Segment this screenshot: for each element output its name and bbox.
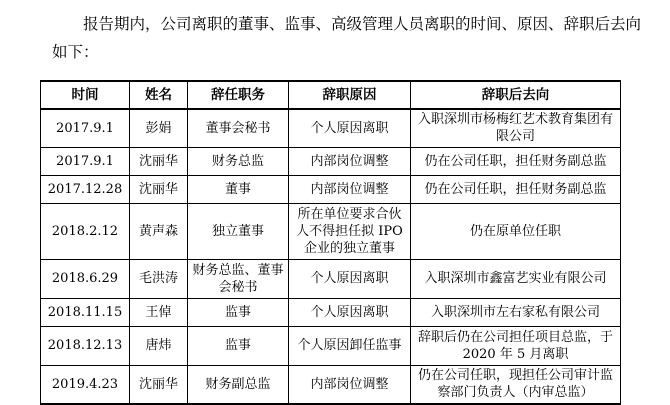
cell-destination: 仍在公司任职，担任财务副总监 bbox=[411, 175, 621, 203]
header-position: 辞任职务 bbox=[188, 81, 289, 109]
resignation-table bbox=[40, 80, 621, 405]
cell-date: 2018.2.12 bbox=[41, 203, 130, 259]
cell-reason: 个人原因离职 bbox=[289, 259, 411, 298]
intro-paragraph: 报告期内，公司离职的董事、监事、高级管理人员离职的时间、原因、辞职后去向如下： bbox=[52, 15, 642, 61]
cell-position: 财务副总监 bbox=[188, 365, 289, 404]
cell-position: 董事 bbox=[188, 175, 289, 203]
cell-reason: 内部岗位调整 bbox=[289, 365, 411, 404]
cell-reason: 内部岗位调整 bbox=[289, 147, 411, 175]
cell-name: 彭娟 bbox=[130, 109, 188, 147]
cell-reason: 个人原因离职 bbox=[289, 109, 411, 147]
cell-destination: 入职深圳市杨梅红艺术教育集团有限公司 bbox=[411, 109, 621, 147]
header-date: 时间 bbox=[41, 81, 130, 109]
header-destination: 辞职后去向 bbox=[411, 81, 621, 109]
cell-name: 沈丽华 bbox=[130, 175, 188, 203]
cell-name: 黄声森 bbox=[130, 203, 188, 259]
cell-date: 2017.9.1 bbox=[41, 109, 130, 147]
cell-name: 沈丽华 bbox=[130, 365, 188, 404]
table-row bbox=[41, 175, 621, 203]
cell-date: 2018.11.15 bbox=[41, 298, 130, 326]
header-reason: 辞职原因 bbox=[289, 81, 411, 109]
cell-date: 2019.4.23 bbox=[41, 365, 130, 404]
cell-date: 2018.6.29 bbox=[41, 259, 130, 298]
cell-date: 2018.12.13 bbox=[41, 326, 130, 365]
cell-position: 监事 bbox=[188, 326, 289, 365]
cell-position: 财务总监 bbox=[188, 147, 289, 175]
cell-reason: 内部岗位调整 bbox=[289, 175, 411, 203]
cell-destination: 入职深圳市鑫富艺实业有限公司 bbox=[411, 259, 621, 298]
table-header-row bbox=[41, 81, 621, 109]
cell-name: 沈丽华 bbox=[130, 147, 188, 175]
header-name: 姓名 bbox=[130, 81, 188, 109]
cell-name: 唐炜 bbox=[130, 326, 188, 365]
table-row bbox=[41, 147, 621, 175]
cell-destination: 仍在公司任职，现担任公司审计监察部门负责人（内审总监） bbox=[411, 365, 621, 404]
table-row bbox=[41, 109, 621, 147]
cell-name: 毛洪涛 bbox=[130, 259, 188, 298]
cell-reason: 个人原因卸任监事 bbox=[289, 326, 411, 365]
table-row bbox=[41, 259, 621, 298]
table-row bbox=[41, 203, 621, 259]
cell-position: 独立董事 bbox=[188, 203, 289, 259]
cell-position: 监事 bbox=[188, 298, 289, 326]
cell-name: 王倬 bbox=[130, 298, 188, 326]
cell-position: 董事会秘书 bbox=[188, 109, 289, 147]
cell-destination: 仍在原单位任职 bbox=[411, 203, 621, 259]
cell-destination: 辞职后仍在公司担任项目总监，于 2020 年 5 月离职 bbox=[411, 326, 621, 365]
table-row bbox=[41, 326, 621, 365]
cell-date: 2017.9.1 bbox=[41, 147, 130, 175]
table-row bbox=[41, 298, 621, 326]
cell-destination: 入职深圳市左右家私有限公司 bbox=[411, 298, 621, 326]
cell-reason: 个人原因离职 bbox=[289, 298, 411, 326]
cell-reason: 所在单位要求合伙人不得担任拟 IPO 企业的独立董事 bbox=[289, 203, 411, 259]
cell-date: 2017.12.28 bbox=[41, 175, 130, 203]
cell-position: 财务总监、董事会秘书 bbox=[188, 259, 289, 298]
cell-destination: 仍在公司任职，担任财务副总监 bbox=[411, 147, 621, 175]
table-row bbox=[41, 365, 621, 404]
